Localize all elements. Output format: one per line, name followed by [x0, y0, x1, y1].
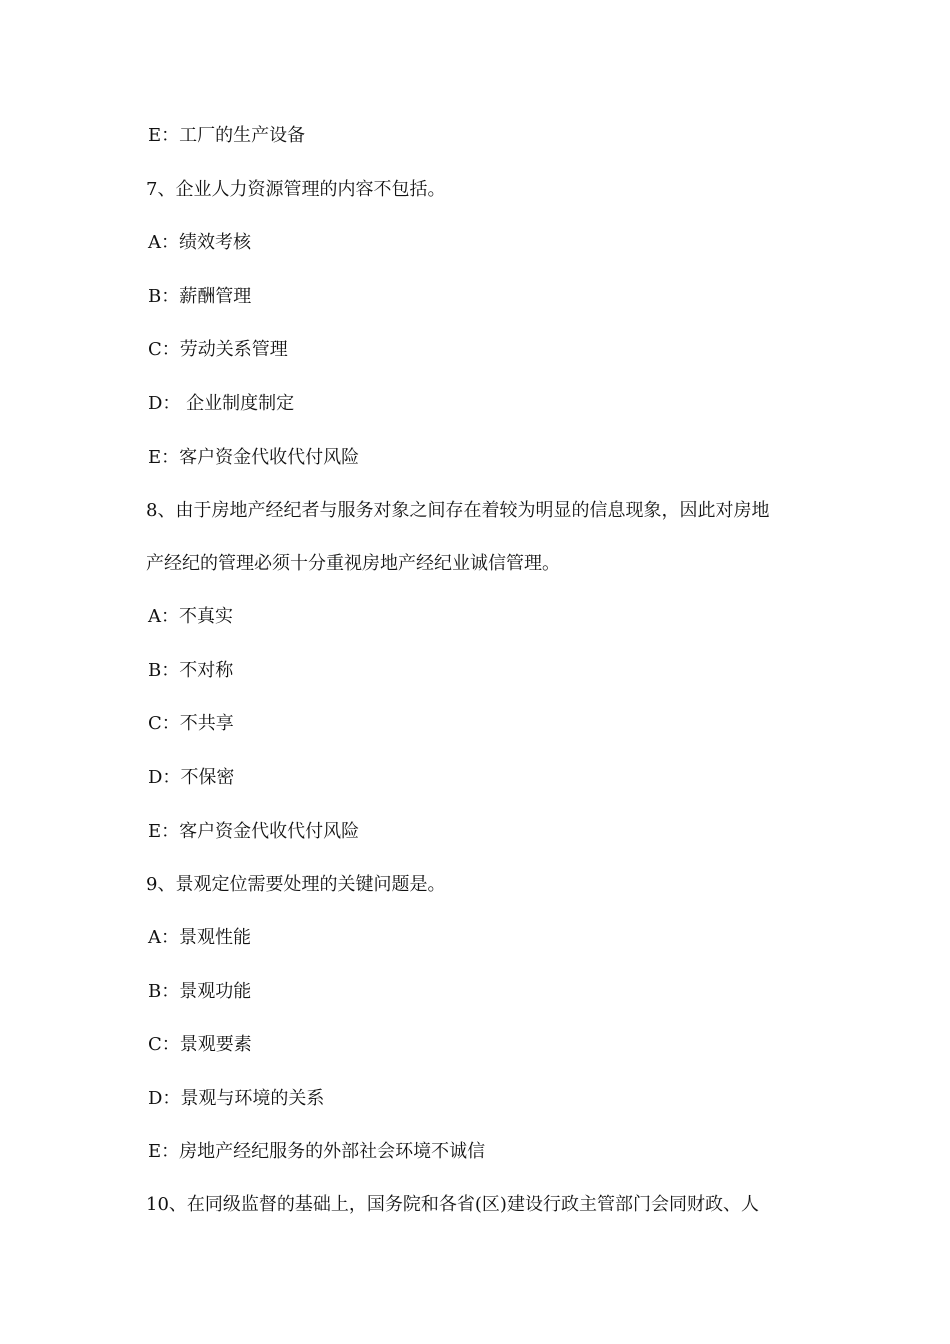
option-text: 薪酬管理: [179, 286, 252, 307]
option-letter: A：: [148, 232, 179, 253]
option-letter: D：: [148, 393, 181, 414]
q9-option-c: [148, 1033, 252, 1057]
option-letter: E：: [148, 447, 180, 468]
q10-stem-line1: 10、在同级监督的基础上，国务院和各省(区)建设行政主管部门会同财政、人: [146, 1194, 759, 1215]
q7-option-d: [148, 392, 294, 416]
option-text: 景观性能: [179, 927, 251, 948]
option-text: 房地产经纪服务的外部社会环境不诚信: [179, 1141, 486, 1162]
option-text: 不共享: [179, 713, 234, 734]
option-letter: D：: [148, 1088, 181, 1109]
option-text: 不保密: [180, 767, 235, 788]
q8-stem-line1: 8、由于房地产经纪者与服务对象之间存在着较为明显的信息现象，因此对房地: [146, 500, 770, 521]
option-letter: C：: [148, 339, 180, 360]
q8-stem-line2: 产经纪的管理必须十分重视房地产经纪业诚信管理。: [146, 553, 560, 574]
option-letter: A：: [148, 606, 179, 627]
option-letter: B：: [148, 981, 180, 1002]
option-text: 景观与环境的关系: [180, 1088, 325, 1109]
q8-option-e: [148, 820, 359, 844]
option-letter: B：: [148, 660, 180, 681]
q8-option-b: [148, 659, 233, 683]
option-text: 客户资金代收代付风险: [179, 821, 360, 842]
option-letter: E：: [148, 1141, 180, 1162]
option-text: 不真实: [179, 606, 233, 627]
option-letter: B：: [148, 286, 180, 307]
q9-option-d: [148, 1087, 324, 1111]
option-letter: E：: [148, 821, 180, 842]
q8-option-d: [148, 766, 234, 790]
q8-option-c: [148, 712, 234, 736]
option-letter: C：: [148, 713, 180, 734]
option-text: 客户资金代收代付风险: [179, 447, 360, 468]
q7-option-a: [148, 231, 251, 255]
q7-stem: 7、企业人力资源管理的内容不包括。: [146, 179, 446, 200]
option-text: 绩效考核: [179, 232, 251, 253]
option-letter: E：: [148, 125, 180, 146]
q9-option-e: [148, 1140, 485, 1164]
q8-option-a: [148, 605, 233, 629]
q6-option-e: [148, 124, 305, 148]
q7-option-e: [148, 446, 359, 470]
option-text: 景观功能: [179, 981, 252, 1002]
q9-option-a: [148, 926, 251, 950]
option-text: 企业制度制定: [180, 393, 295, 414]
option-letter: C：: [148, 1034, 180, 1055]
q9-stem: 9、景观定位需要处理的关键问题是。: [146, 874, 446, 895]
q7-option-c: [148, 338, 288, 362]
option-text: 劳动关系管理: [179, 339, 288, 360]
option-letter: D：: [148, 767, 181, 788]
q7-option-b: [148, 285, 251, 309]
option-text: 不对称: [179, 660, 234, 681]
option-letter: A：: [148, 927, 179, 948]
q9-option-b: [148, 980, 251, 1004]
option-text: 工厂的生产设备: [179, 125, 306, 146]
option-text: 景观要素: [179, 1034, 252, 1055]
